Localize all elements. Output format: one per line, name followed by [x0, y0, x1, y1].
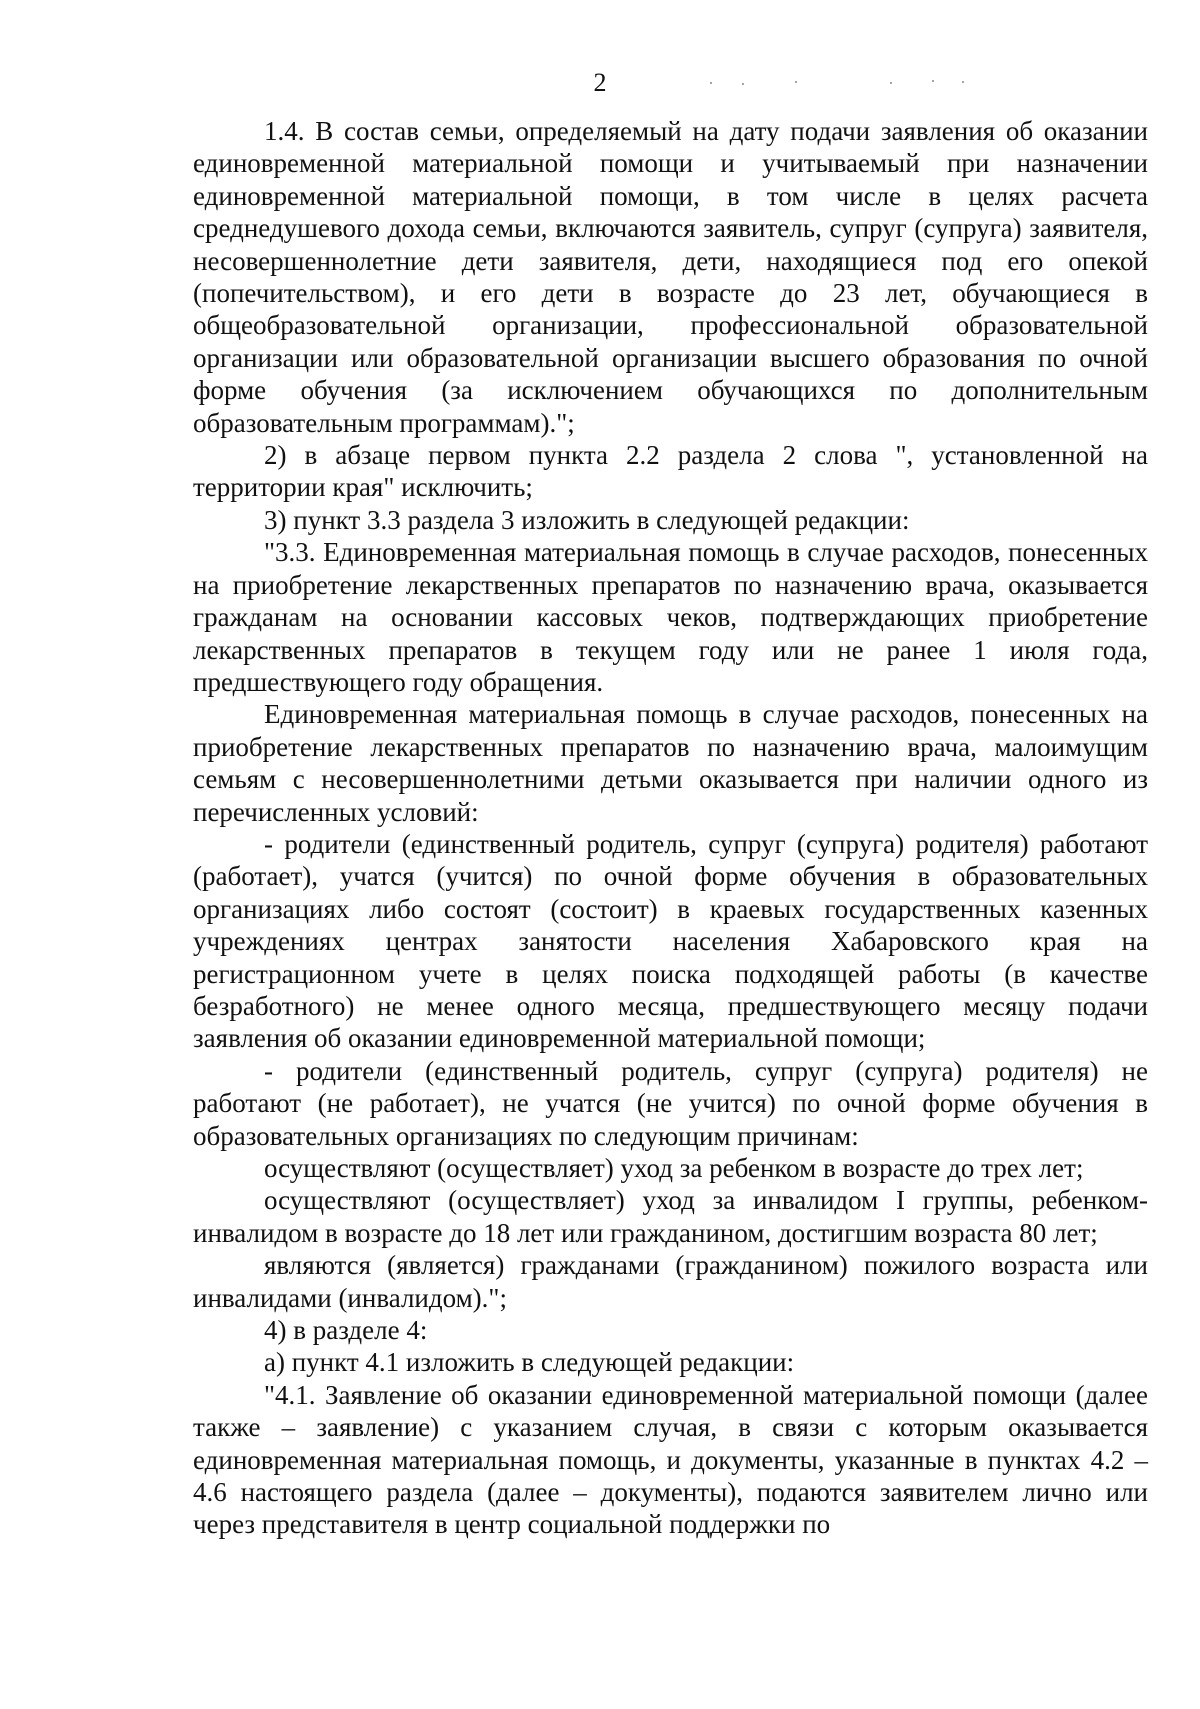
paragraph-1-4: 1.4. В состав семьи, определяемый на дату подачи заявления об оказании единовременной материальной помощи и учитываемый при назначении единовременной материальной помощи, в том числе в целях расчета среднедушевого дохода семьи, включаются заявитель, супруг (супруга) заявителя, несовершеннолетние дети заявителя, дети, находящиеся под его опекой (попечительством), и его дети в возрасте до 23 лет, обучающиеся в общеобразовательной организации, профессиональной образовательной организации или образовательной организации высшего образования по очной форме обучения (за исключением обучающихся по дополнительным образовательным программам)."; — [193, 116, 1148, 438]
scan-noise — [700, 78, 990, 86]
paragraph-reason-child-care: осуществляют (осуществляет) уход за ребенком в возрасте до трех лет; — [264, 1153, 1084, 1183]
page-number: 2 — [593, 68, 607, 97]
paragraph-reason-disabled-care: осуществляют (осуществляет) уход за инвалидом I группы, ребенком-инвалидом в возрасте до 18 лет или гражданином, достигшим возраста 80 лет; — [193, 1185, 1148, 1248]
paragraph-4-1: "4.1. Заявление об оказании единовременной материальной помощи (далее также – заявление) с указанием случая, в связи с которым оказывается единовременная материальная помощь, и документы, указанные в пунктах 4.2 – 4.6 настоящего раздела (далее – документы), подаются заявителем лично или через представителя в центр социальной поддержки по — [193, 1379, 1148, 1540]
paragraph-reason-elderly: являются (является) гражданами (гражданином) пожилого возраста или инвалидами (инвалидом)."; — [193, 1250, 1148, 1313]
paragraph-item-4a: а) пункт 4.1 изложить в следующей редакции: — [264, 1347, 795, 1378]
paragraph-condition-working: - родители (единственный родитель, супруг (супруга) родителя) работают (работает), учатся (учится) по очной форме обучения в образовательных организациях либо состоят (состоит) в краевых государственных казенных учреждениях центрах занятости населения Хабаровского края на регистрационном учете в целях поиска подходящей работы (в качестве безработного) не менее одного месяца, предшествующего месяцу подачи заявления об оказании единовременной материальной помощи; — [193, 828, 1148, 1054]
paragraph-condition-not-working: - родители (единственный родитель, супруг (супруга) родителя) не работают (не работает), не учатся (не учится) по очной форме обучения в образовательных организациях по следующим причинам: — [193, 1055, 1148, 1151]
paragraph-item-3: 3) пункт 3.3 раздела 3 изложить в следующей редакции: — [264, 504, 910, 535]
paragraph-item-4: 4) в разделе 4: — [264, 1315, 428, 1346]
paragraph-3-3: "3.3. Единовременная материальная помощь в случае расходов, понесенных на приобретение лекарственных препаратов по назначению врача, оказывается гражданам на основании кассовых чеков, подтверждающих приобретение лекарственных препаратов в текущем году или не ранее 1 июля года, предшествующего году обращения. — [193, 537, 1148, 697]
paragraph-conditions-intro: Единовременная материальная помощь в случае расходов, понесенных на приобретение лекарственных препаратов по назначению врача, малоимущим семьям с несовершеннолетними детьми оказывается при наличии одного из перечисленных условий: — [193, 699, 1148, 827]
document-body — [193, 115, 1148, 1541]
paragraph-item-2: 2) в абзаце первом пункта 2.2 раздела 2 слова ", установленной на территории края" исключить; — [193, 440, 1148, 503]
